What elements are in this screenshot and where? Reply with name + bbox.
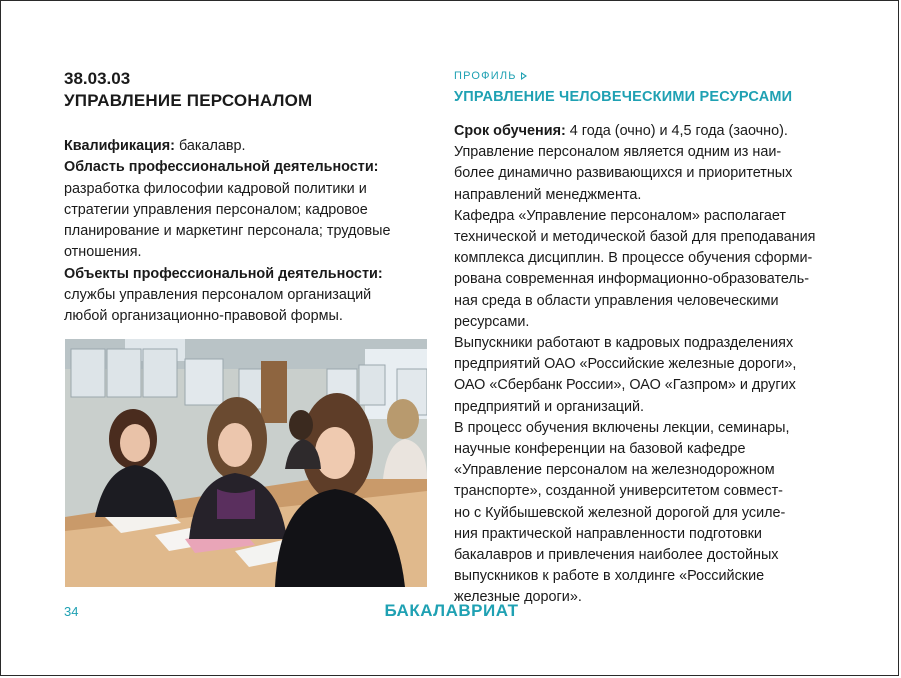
objects-line: любой организационно-правовой формы. [64,308,343,325]
profile-label: ПРОФИЛЬ [454,70,517,82]
text-line: ная среда в области управления человеческими [454,292,779,309]
area-line: стратегии управления персоналом; кадровое [64,201,368,218]
objects-label: Объекты профессиональной деятельности: [64,265,383,282]
text-line: ресурсами. [454,313,530,330]
text-line: «Управление персоналом на железнодорожном [454,462,775,479]
term-line [454,121,854,142]
text-line: но с Куйбышевской железной дорогой для усиле- [454,504,786,521]
program-info-column [64,68,434,328]
qualification-value: бакалавр. [174,138,246,154]
text-line: Кафедра «Управление персоналом» располагает [454,207,787,224]
text-line: железные дороги». [454,589,582,606]
area-label: Область профессиональной деятельности: [64,159,379,176]
term-label: Срок обучения: [454,123,566,139]
program-title: УПРАВЛЕНИЕ ПЕРСОНАЛОМ [64,91,313,110]
profile-title: УПРАВЛЕНИЕ ЧЕЛОВЕЧЕСКИМИ РЕСУРСАМИ [454,89,793,105]
program-code: 38.03.03 [64,69,131,88]
text-line: В процесс обучения включены лекции, семинары, [454,419,790,436]
text-line: транспорте», созданной университетом совмест- [454,483,783,500]
qualification-label: Квалификация: [64,138,175,154]
program-details [64,136,434,328]
profile-label-row [454,69,854,83]
objects-line: службы управления персоналом организаций [64,287,372,304]
area-line: разработка философии кадровой политики и [64,180,367,197]
text-line: предприятий и организаций. [454,398,645,415]
text-line: рована современная информационно-образователь- [454,271,810,288]
classroom-photo [65,339,427,587]
text-line: выпускников к работе в холдинге «Российские [454,568,765,585]
students-photo-illustration [65,339,427,587]
qualification-line [64,136,434,157]
text-line: направлений менеджмента. [454,186,642,203]
text-line: комплекса дисциплин. В процессе обучения сформи- [454,250,813,267]
profile-description [454,121,854,609]
text-line: предприятий ОАО «Российские железные дороги», [454,356,797,373]
area-line: планирование и маркетинг персонала; трудовые [64,223,391,240]
triangle-right-icon [521,72,527,80]
text-line: более динамично развивающихся и приоритетных [454,165,793,182]
area-line: отношения. [64,244,142,261]
text-line: технической и методической базой для преподавания [454,229,816,246]
text-line: научные конференции на базовой кафедре [454,441,746,458]
text-line: бакалавров и привлечения наиболее достойных [454,547,779,564]
page-number: 34 [64,604,79,619]
section-title: БАКАЛАВРИАТ [384,601,519,620]
profile-column [454,69,854,609]
text-line: ОАО «Сбербанк России», ОАО «Газпром» и других [454,377,796,394]
term-value: 4 года (очно) и 4,5 года (заочно). [565,123,788,139]
text-line: Управление персоналом является одним из наи- [454,144,782,161]
text-line: Выпускники работают в кадровых подразделениях [454,335,794,352]
text-line: ния практической направленности подготовки [454,525,762,542]
